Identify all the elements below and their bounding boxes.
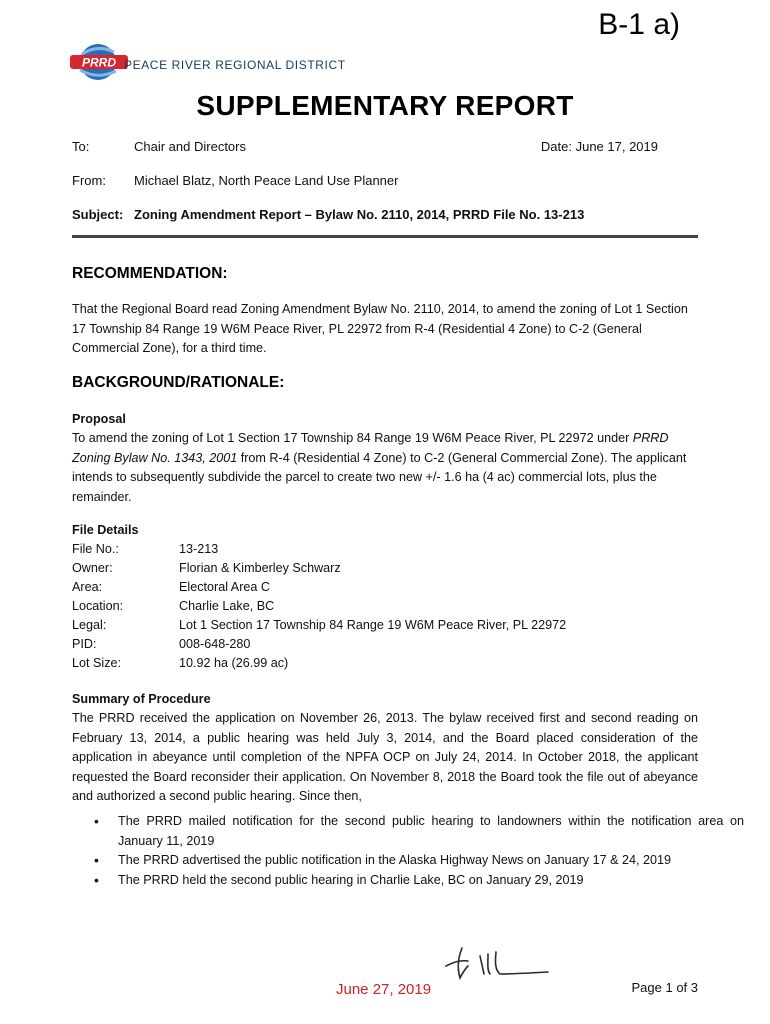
recommendation-text: That the Regional Board read Zoning Amendment Bylaw No. 2110, 2014, to amend the zoning of Lot 1 Section 17 Township 84 Range 19 W6M Peace River, PL 22972 from R-4 (Residential 4 Zone) to C-2 (General Commercial Zone), for a third time. <box>72 302 688 355</box>
area-value: Electoral Area C <box>179 580 270 594</box>
proposal-bylaw-reference: PRRD Zoning Bylaw No. 1343, 2001 <box>72 431 669 465</box>
proposal-heading: Proposal <box>72 412 126 426</box>
signature-date: June 27, 2019 <box>336 981 432 998</box>
owner-value: Florian & Kimberley Schwarz <box>179 561 341 575</box>
owner-key: Owner: <box>72 561 113 575</box>
pid-value: 008-648-280 <box>179 637 251 651</box>
lot-size-value: 10.92 ha (26.99 ac) <box>179 656 289 670</box>
logo-text: PRRD <box>81 55 117 70</box>
summary-text: The PRRD received the application on November 26, 2013. The bylaw received first and second reading on February 13, 2014, a public hearing was held July 3, 2014, and the Board placed consideration of the application in abeyance until completion of the NPFA OCP on July 24, 2014. In October 2018, the applicant requested the Board reconsider their application. On November 8, 2018 the Board took the file out of abeyance and authorized a second public hearing. Since then, <box>72 711 698 803</box>
location-value: Charlie Lake, BC <box>179 599 275 613</box>
report-date: Date: June 17, 2019 <box>540 139 658 154</box>
subject-value: Zoning Amendment Report – Bylaw No. 2110, 2014, PRRD File No. 13-213 <box>134 207 585 222</box>
list-item: • The PRRD held the second public hearing in Charlie Lake, BC on January 29, 2019 <box>118 871 744 891</box>
lot-size-key: Lot Size: <box>72 656 122 670</box>
background-heading: BACKGROUND/RATIONALE: <box>72 374 285 391</box>
summary-heading: Summary of Procedure <box>72 692 211 706</box>
header-divider <box>72 235 698 238</box>
subject-label: Subject: <box>72 207 124 222</box>
list-item: • The PRRD advertised the public notification in the Alaska Highway News on January 17 & 24, 2019 <box>118 851 744 871</box>
to-label: To: <box>72 139 90 154</box>
from-value: Michael Blatz, North Peace Land Use Planner <box>134 173 399 188</box>
proposal-text <box>72 429 698 507</box>
recommendation-heading: RECOMMENDATION: <box>72 265 228 282</box>
pid-key: PID: <box>72 637 97 651</box>
page-number: Page 1 of 3 <box>631 980 698 995</box>
legal-value: Lot 1 Section 17 Township 84 Range 19 W6M Peace River, PL 22972 <box>179 618 567 632</box>
from-label: From: <box>72 173 106 188</box>
procedure-bullet-list <box>72 812 744 890</box>
area-key: Area: <box>72 580 103 594</box>
file-no-value: 13-213 <box>179 542 219 556</box>
to-value: Chair and Directors <box>134 139 246 154</box>
list-item: • The PRRD mailed notification for the second public hearing to landowners within the notification area on January 11, 2019 <box>118 812 744 851</box>
location-key: Location: <box>72 599 124 613</box>
proposal-text-part1: To amend the zoning of Lot 1 Section 17 Township 84 Range 19 W6M Peace River, PL 22972 under <box>72 431 633 445</box>
file-details-heading: File Details <box>72 523 139 537</box>
document-code-label: B-1 a) <box>598 8 680 41</box>
prrd-logo <box>68 42 130 82</box>
handwritten-signature <box>440 944 552 982</box>
page-title: SUPPLEMENTARY REPORT <box>196 90 574 121</box>
legal-key: Legal: <box>72 618 107 632</box>
file-no-key: File No.: <box>72 542 119 556</box>
org-name: PEACE RIVER REGIONAL DISTRICT <box>124 58 346 72</box>
proposal-text-part2: from R-4 (Residential 4 Zone) to C-2 (General Commercial Zone). The applicant intends to subsequently subdivide the parcel to create two new +/- 1.6 ha (4 ac) commercial lots, plus the remainder. <box>72 450 687 504</box>
